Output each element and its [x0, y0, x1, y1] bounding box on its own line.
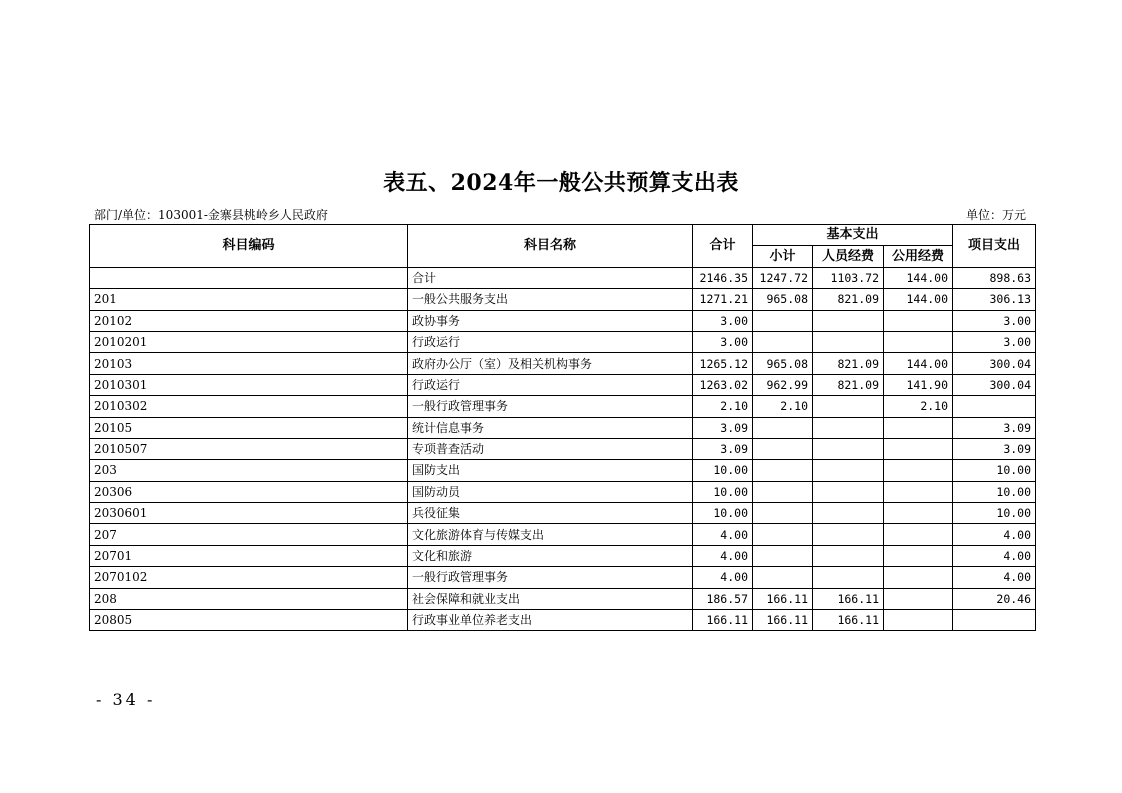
cell-public	[884, 610, 953, 631]
cell-total: 1271.21	[693, 289, 753, 310]
page-title: 表五、2024年一般公共预算支出表	[383, 170, 739, 196]
cell-code: 20105	[90, 417, 408, 438]
cell-name: 国防支出	[408, 460, 693, 481]
cell-project: 10.00	[953, 503, 1036, 524]
cell-project: 3.09	[953, 438, 1036, 459]
cell-subtotal	[753, 417, 813, 438]
cell-total: 4.00	[693, 567, 753, 588]
cell-total: 10.00	[693, 481, 753, 502]
cell-public	[884, 310, 953, 331]
cell-name: 专项普查活动	[408, 438, 693, 459]
table-body	[90, 267, 1036, 631]
cell-code: 20306	[90, 481, 408, 502]
cell-personnel	[813, 481, 884, 502]
cell-project: 3.00	[953, 310, 1036, 331]
cell-subtotal	[753, 310, 813, 331]
cell-code: 2010507	[90, 438, 408, 459]
cell-subtotal: 166.11	[753, 610, 813, 631]
cell-project: 10.00	[953, 460, 1036, 481]
table-row	[90, 567, 1036, 588]
cell-public	[884, 460, 953, 481]
cell-total: 1265.12	[693, 353, 753, 374]
cell-name: 行政运行	[408, 374, 693, 395]
cell-public	[884, 331, 953, 352]
cell-public: 144.00	[884, 289, 953, 310]
table-row	[90, 481, 1036, 502]
cell-subtotal	[753, 567, 813, 588]
cell-project: 300.04	[953, 353, 1036, 374]
cell-public	[884, 481, 953, 502]
table-row	[90, 588, 1036, 609]
cell-name: 文化和旅游	[408, 545, 693, 566]
cell-public: 2.10	[884, 396, 953, 417]
cell-total: 2.10	[693, 396, 753, 417]
cell-project: 4.00	[953, 545, 1036, 566]
cell-personnel	[813, 310, 884, 331]
cell-name: 行政事业单位养老支出	[408, 610, 693, 631]
cell-subtotal: 166.11	[753, 588, 813, 609]
cell-code: 208	[90, 588, 408, 609]
header-subtotal: 小计	[753, 246, 813, 267]
cell-total: 166.11	[693, 610, 753, 631]
cell-total: 10.00	[693, 503, 753, 524]
cell-personnel	[813, 567, 884, 588]
header-project: 项目支出	[953, 225, 1036, 268]
cell-name: 国防动员	[408, 481, 693, 502]
cell-personnel	[813, 396, 884, 417]
cell-code: 203	[90, 460, 408, 481]
cell-subtotal: 962.99	[753, 374, 813, 395]
cell-code: 2010301	[90, 374, 408, 395]
table-row	[90, 460, 1036, 481]
cell-code: 2030601	[90, 503, 408, 524]
cell-name: 行政运行	[408, 331, 693, 352]
cell-subtotal	[753, 481, 813, 502]
cell-project	[953, 610, 1036, 631]
cell-code: 2010201	[90, 331, 408, 352]
cell-subtotal	[753, 524, 813, 545]
cell-total: 4.00	[693, 545, 753, 566]
table-row	[90, 267, 1036, 288]
cell-project: 4.00	[953, 524, 1036, 545]
cell-name: 政协事务	[408, 310, 693, 331]
header-name: 科目名称	[408, 225, 693, 268]
cell-subtotal: 2.10	[753, 396, 813, 417]
cell-code: 20102	[90, 310, 408, 331]
cell-personnel	[813, 545, 884, 566]
table-row	[90, 503, 1036, 524]
cell-project: 3.09	[953, 417, 1036, 438]
table-row	[90, 417, 1036, 438]
cell-name: 一般行政管理事务	[408, 567, 693, 588]
cell-total: 3.09	[693, 438, 753, 459]
cell-personnel: 166.11	[813, 610, 884, 631]
department-label: 部门/单位：103001-金寨县桃岭乡人民政府	[94, 208, 328, 222]
cell-code: 2070102	[90, 567, 408, 588]
cell-total: 2146.35	[693, 267, 753, 288]
header-total: 合计	[693, 225, 753, 268]
cell-name: 兵役征集	[408, 503, 693, 524]
cell-personnel: 821.09	[813, 289, 884, 310]
cell-total: 186.57	[693, 588, 753, 609]
table-row	[90, 374, 1036, 395]
cell-code: 20103	[90, 353, 408, 374]
cell-code	[90, 267, 408, 288]
cell-subtotal: 965.08	[753, 289, 813, 310]
cell-total: 4.00	[693, 524, 753, 545]
page-number: - 34 -	[96, 690, 156, 709]
cell-subtotal	[753, 545, 813, 566]
cell-public	[884, 417, 953, 438]
table-header	[90, 225, 1036, 268]
cell-project: 20.46	[953, 588, 1036, 609]
cell-code: 20701	[90, 545, 408, 566]
cell-code: 207	[90, 524, 408, 545]
cell-public	[884, 438, 953, 459]
cell-public	[884, 567, 953, 588]
cell-name: 合计	[408, 267, 693, 288]
cell-total: 3.00	[693, 331, 753, 352]
cell-public	[884, 588, 953, 609]
cell-public: 141.90	[884, 374, 953, 395]
cell-project: 10.00	[953, 481, 1036, 502]
table-row	[90, 524, 1036, 545]
cell-project	[953, 396, 1036, 417]
table-row	[90, 396, 1036, 417]
cell-subtotal	[753, 503, 813, 524]
cell-personnel	[813, 438, 884, 459]
table-row	[90, 289, 1036, 310]
cell-subtotal: 965.08	[753, 353, 813, 374]
cell-subtotal: 1247.72	[753, 267, 813, 288]
table-row	[90, 610, 1036, 631]
cell-name: 文化旅游体育与传媒支出	[408, 524, 693, 545]
cell-personnel	[813, 331, 884, 352]
cell-total: 3.09	[693, 417, 753, 438]
cell-personnel: 821.09	[813, 353, 884, 374]
header-basic: 基本支出	[753, 225, 953, 246]
cell-public: 144.00	[884, 353, 953, 374]
cell-code: 20805	[90, 610, 408, 631]
cell-personnel: 1103.72	[813, 267, 884, 288]
table-row	[90, 310, 1036, 331]
cell-public: 144.00	[884, 267, 953, 288]
cell-project: 306.13	[953, 289, 1036, 310]
unit-label: 单位：万元	[965, 208, 1026, 222]
cell-project: 3.00	[953, 331, 1036, 352]
cell-personnel	[813, 524, 884, 545]
cell-name: 一般行政管理事务	[408, 396, 693, 417]
cell-public	[884, 545, 953, 566]
cell-public	[884, 524, 953, 545]
cell-name: 一般公共服务支出	[408, 289, 693, 310]
cell-personnel	[813, 460, 884, 481]
cell-personnel	[813, 417, 884, 438]
cell-name: 统计信息事务	[408, 417, 693, 438]
cell-public	[884, 503, 953, 524]
cell-subtotal	[753, 460, 813, 481]
cell-total: 1263.02	[693, 374, 753, 395]
header-code: 科目编码	[90, 225, 408, 268]
table-row	[90, 331, 1036, 352]
budget-table	[89, 224, 1036, 631]
cell-project: 4.00	[953, 567, 1036, 588]
cell-subtotal	[753, 438, 813, 459]
cell-code: 201	[90, 289, 408, 310]
cell-project: 300.04	[953, 374, 1036, 395]
table-row	[90, 438, 1036, 459]
cell-subtotal	[753, 331, 813, 352]
cell-personnel: 166.11	[813, 588, 884, 609]
cell-personnel	[813, 503, 884, 524]
header-personnel: 人员经费	[813, 246, 884, 267]
cell-name: 社会保障和就业支出	[408, 588, 693, 609]
cell-total: 3.00	[693, 310, 753, 331]
cell-total: 10.00	[693, 460, 753, 481]
cell-personnel: 821.09	[813, 374, 884, 395]
cell-project: 898.63	[953, 267, 1036, 288]
header-public: 公用经费	[884, 246, 953, 267]
table-row	[90, 545, 1036, 566]
cell-name: 政府办公厅（室）及相关机构事务	[408, 353, 693, 374]
table-row	[90, 353, 1036, 374]
cell-code: 2010302	[90, 396, 408, 417]
